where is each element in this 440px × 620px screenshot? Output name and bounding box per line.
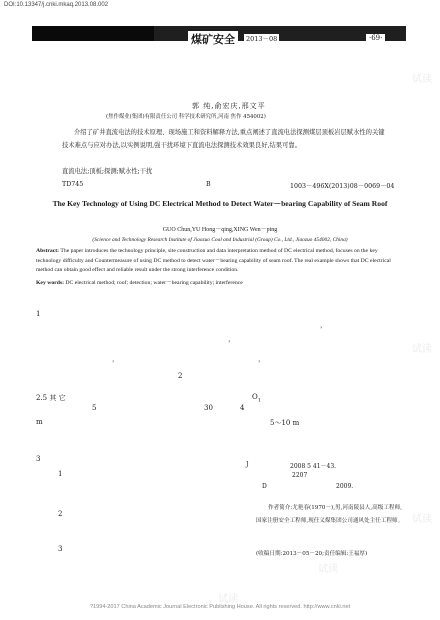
reference-fragment: J (246, 461, 249, 468)
watermark: 试读 (412, 344, 432, 355)
received-date: (收稿日期:2013－05－20;责任编辑:王福厚) (256, 551, 368, 557)
body-mark: ， (320, 321, 327, 329)
section-2-heading: 2 (178, 372, 183, 380)
reference-fragment: 2207 (292, 472, 308, 479)
body-mark: ， (112, 355, 119, 363)
watermark: 试读 (412, 74, 432, 85)
title-en: The Key Technology of Using DC Electrical Method to Detect Water－bearing Capability of Seam Roof (52, 199, 388, 208)
affiliation-cn: (焦作煤业(集团)有限责任公司 科学技术研究所,河南 焦作 454002) (106, 114, 266, 120)
body-distance: 5～10 m (270, 419, 300, 427)
authors-cn: 郭 纯,俞宏庆,邢文平 (192, 102, 266, 110)
section-1-heading: 1 (36, 310, 41, 318)
watermark: 试读 (412, 514, 432, 525)
keywords-label: Key words: (36, 280, 64, 286)
class-number: TD745 (62, 181, 84, 188)
copyright-footer: ?1994-2017 China Academic Journal Electronic Publishing House. All rights reserved. http://www.cnki.net (89, 604, 351, 610)
authors-en: GUO Chun,YU Hong－qing,XING Wen－ping (162, 227, 278, 233)
abstract-cn: 介绍了矿井直流电法的技术原理、现场施工和资料解释方法,重点阐述了直流电法探测煤层顶板岩层赋水性的关键技术难点与应对办法,以实例说明,强干扰环境下直流电法探测技术效果良好,结果可靠。 (62, 129, 385, 149)
article-id: 1003－496X(2013)08－0069－04 (290, 183, 395, 190)
reference-fragment: 2009. (336, 483, 354, 490)
body-number: 5 (92, 404, 97, 412)
keywords-text-en: DC electrical method; roof; detection; water－bearing capability; interference (65, 280, 243, 286)
abstract-en (36, 247, 404, 276)
abstract-text-en: The paper introduces the technology principle, site construction and data interpretation method of DC electrical method, focuses on the key technology difficulty and Countermeasure of using DC method to detect water－bearing capability of seam roof. The real example shows that DC electrical method can obtain good effect and reliable result under the strong interference condition. (36, 248, 391, 274)
body-unit: m (36, 418, 43, 426)
header-logo-block (32, 26, 154, 41)
document-code: B (206, 181, 211, 188)
doi-line: DOI:10.13347/j.cnki.mkaq.2013.08.002 (4, 2, 109, 8)
body-section-number: 3 (58, 545, 63, 553)
body-symbol (252, 393, 261, 403)
body-item-number: 1 (58, 470, 63, 478)
body-mark: ， (228, 335, 235, 343)
author-bio: 作者简介:尤艳春(1970－),男,河南陵县人,高级工程师,国家注册安全工程师,现任义煤集团公司通风处主任工程师。 (256, 505, 404, 524)
journal-year-issue: 2013－08 (246, 35, 278, 43)
abstract-label: Abstract: (36, 248, 60, 254)
body-number: 30 (204, 404, 213, 412)
body-symbol-sub: 1 (257, 397, 261, 404)
watermark: 试读 (218, 594, 238, 605)
section-2-5-heading: 2.5 其 它 (36, 394, 66, 402)
keywords-en (36, 277, 404, 286)
body-number: 4 (240, 404, 245, 412)
reference-fragment: D (262, 483, 267, 490)
body-item-number: 2 (58, 510, 63, 518)
section-3-heading: 3 (36, 455, 41, 463)
journal-name: 煤矿安全 (188, 31, 238, 47)
affiliation-en: (Science and Technology Research Institute of Jiaozuo Coal and Industrial (Group) Co., Ltd., Jiaozuo 454002, China) (92, 237, 348, 243)
keywords-cn: 直流电法;顶板;探测;赋水性;干扰 (62, 168, 153, 175)
watermark: 试读 (318, 564, 338, 575)
page-number: ·69· (366, 34, 385, 42)
reference-fragment: 2008 5 41－43. (290, 463, 337, 470)
body-mark: ， (258, 355, 265, 363)
body-symbol-letter: O (252, 393, 258, 401)
